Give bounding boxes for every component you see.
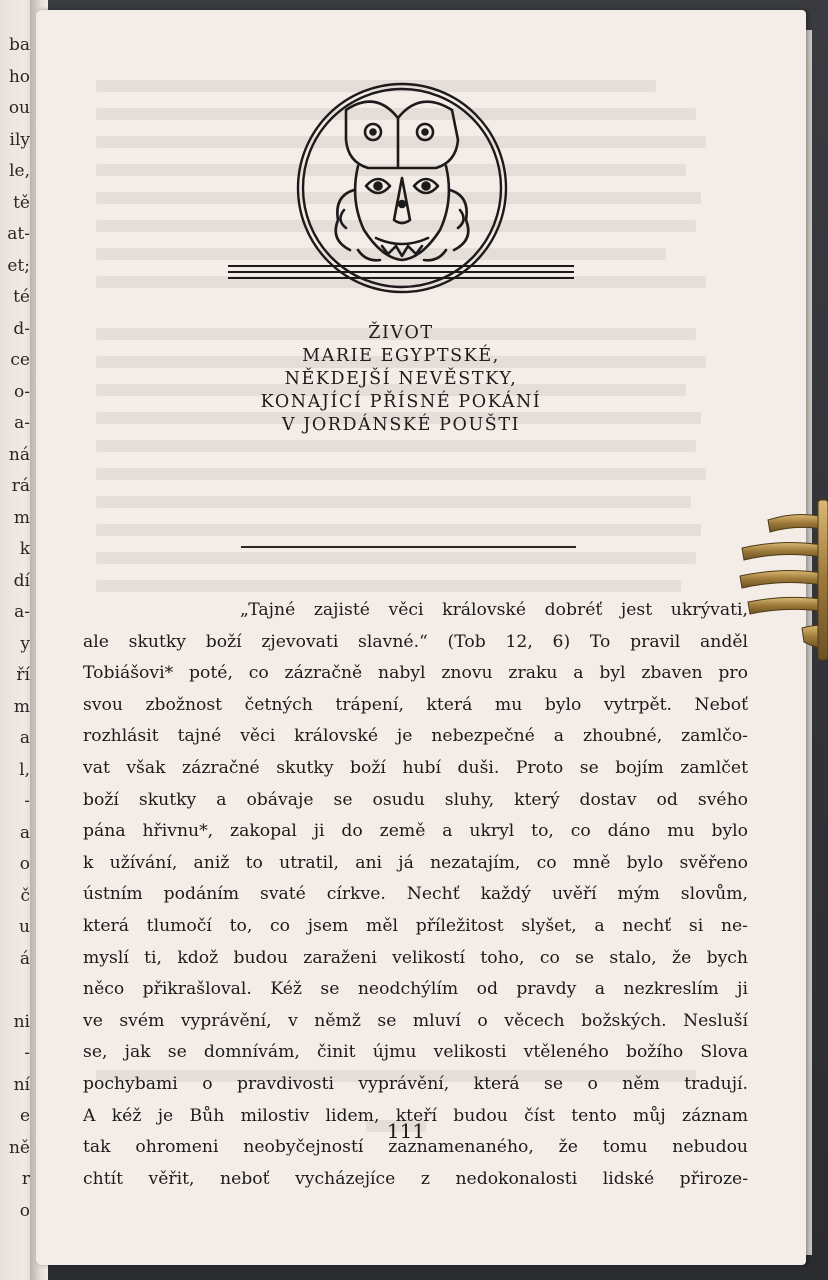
metal-page-clip-icon: [738, 480, 828, 670]
left-page-fragment: r: [21, 1169, 30, 1189]
text-line: se, jak se domnívám, činit újmu velikosti vtěleného božího Slova: [83, 1042, 748, 1063]
left-page-fragment: ně: [8, 1137, 30, 1158]
left-page-fragment: č: [20, 885, 30, 906]
left-page-fragment: y: [20, 633, 30, 654]
book-page: [36, 10, 806, 1265]
text-line: tak ohromeni neobyčejností zaznamenaného, že tomu nebudou: [83, 1137, 748, 1158]
left-page-fragment: le,: [9, 161, 30, 181]
chapter-heading: [216, 322, 586, 437]
text-line: rozhlásit tajné věci královské je nebezpečné a zhoubné, zamlčo-: [83, 726, 748, 747]
left-page-fragment: m: [13, 507, 30, 528]
heading-divider-rule: [241, 546, 576, 548]
left-page-fragment: dí: [13, 570, 30, 591]
text-line: která tlumočí to, co jsem měl příležitost slyšet, a nechť si ne-: [83, 915, 748, 936]
text-line: ale skutky boží zjevovati slavné.“ (Tob 12, 6) To pravil anděl: [83, 631, 748, 652]
text-line: Tobiášovi* poté, co zázračně nabyl znovu zraku a byl zbaven pro: [83, 663, 748, 684]
left-page-fragment: o: [19, 854, 30, 874]
left-page-fragment: -: [24, 791, 30, 811]
heading-line: MARIE EGYPTSKÉ,: [302, 346, 500, 366]
text-line: myslí ti, kdož budou zaraženi velikostí toho, co se stalo, že bych: [83, 947, 748, 968]
left-page-fragment: d-: [13, 318, 30, 339]
left-page-fragment: ní: [13, 1074, 30, 1095]
left-page-fragment: á: [19, 948, 30, 969]
text-line: svou zbožnost četných trápení, která mu bylo vytrpět. Neboť: [83, 694, 748, 715]
text-line: něco přikrašloval. Kéž se neodchýlím od pravdy a nezkreslím ji: [83, 979, 748, 1000]
left-page-fragment: m: [13, 696, 30, 717]
left-page-fragment: ce: [10, 350, 30, 370]
lion-mask-emblem-icon: [226, 70, 576, 305]
left-page-fragment: k: [19, 539, 30, 559]
left-page-fragment: e: [19, 1106, 30, 1126]
text-line: „Tajné zajisté věci královské dobréť jest ukrývati,: [240, 600, 748, 620]
text-line: pána hřivnu*, zakopal ji do země a ukryl to, co dáno mu bylo: [83, 821, 748, 842]
left-page-fragment: ily: [9, 129, 30, 150]
left-page-fragment: o-: [14, 381, 30, 402]
text-line: ve svém vyprávění, v němž se mluví o věcech božských. Nesluší: [83, 1010, 748, 1031]
left-page-text-fragments: [0, 30, 34, 1227]
left-page-fragment: u: [19, 917, 30, 937]
text-line: vat však zázračné skutky boží hubí duši. Proto se bojím zamlčet: [83, 757, 748, 778]
page-number: 111: [386, 1119, 426, 1143]
heading-line: NĚKDEJŠÍ NEVĚSTKY,: [284, 369, 518, 389]
text-line: ústním podáním svaté církve. Nechť každý uvěří mým slovům,: [83, 884, 748, 905]
left-page-fragment: a-: [14, 413, 30, 433]
left-page-fragment: o: [19, 1200, 30, 1221]
left-page-fragment: -: [24, 1043, 30, 1063]
text-line: chtít věřit, neboť vycházejíce z nedokonalosti lidské přiroze-: [83, 1168, 748, 1189]
text-line: k užívání, aniž to utratil, ani já nezatajím, co mně bylo svěřeno: [83, 852, 748, 873]
left-page-fragment: ho: [8, 66, 30, 87]
left-page-fragment: ná: [8, 444, 30, 465]
heading-line: V JORDÁNSKÉ POUŠTI: [281, 415, 521, 435]
left-page-fragment: et;: [7, 255, 30, 276]
left-page-fragment: ba: [8, 35, 30, 55]
left-page-fragment: tě: [13, 192, 30, 213]
left-page-fragment: ni: [13, 1011, 30, 1032]
left-page-fragment: ou: [8, 98, 30, 118]
left-page-fragment: [0, 975, 30, 1007]
left-page-fragment: té: [13, 287, 30, 307]
heading-line: KONAJÍCÍ PŘÍSNÉ POKÁNÍ: [260, 392, 542, 412]
left-page-fragment: a: [19, 728, 30, 748]
text-line: pochybami o pravdivosti vyprávění, která se o něm tradují.: [83, 1073, 748, 1094]
left-page-fragment: at-: [7, 224, 30, 244]
text-line: A kéž je Bůh milostiv lidem, kteří budou číst tento můj záznam: [83, 1105, 748, 1126]
text-line: boží skutky a obávaje se osudu sluhy, který dostav od svého: [83, 789, 748, 810]
left-page-fragment: l,: [19, 759, 30, 780]
left-page-fragment: rá: [11, 476, 30, 496]
left-page-fragment: a: [19, 822, 30, 843]
left-page-fragment: a-: [14, 602, 30, 622]
body-paragraph: [83, 595, 748, 1195]
heading-line: ŽIVOT: [368, 323, 434, 343]
left-page-fragment: ří: [16, 665, 30, 685]
